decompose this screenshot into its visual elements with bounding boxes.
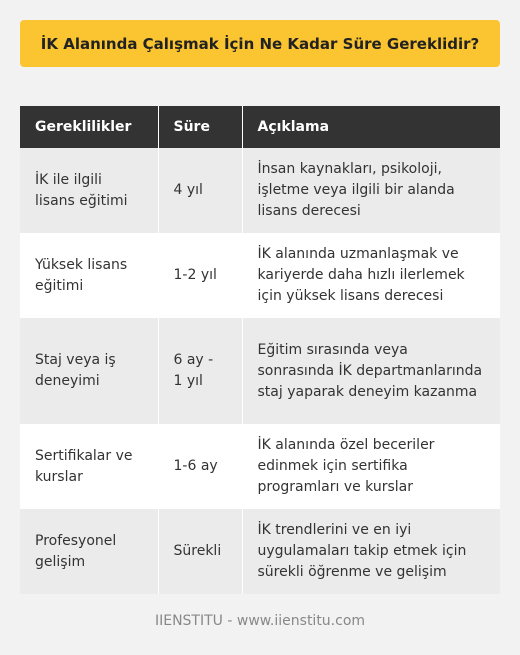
description-cell: Eğitim sırasında veya sonrasında İK departmanlarında staj yaparak deneyim kazanma bbox=[242, 318, 500, 424]
duration-cell: Sürekli bbox=[158, 509, 242, 594]
requirement-cell: İK ile ilgili lisans eğitimi bbox=[20, 148, 158, 233]
header-description: Açıklama bbox=[242, 106, 500, 148]
requirements-table-container bbox=[20, 106, 500, 594]
description-cell: İK trendlerini ve en iyi uygulamaları takip etmek için sürekli öğrenme ve gelişim bbox=[242, 509, 500, 594]
table-row bbox=[20, 509, 500, 594]
duration-cell: 4 yıl bbox=[158, 148, 242, 233]
description-cell: İK alanında uzmanlaşmak ve kariyerde daha hızlı ilerlemek için yüksek lisans derecesi bbox=[242, 233, 500, 318]
table-row bbox=[20, 424, 500, 509]
requirement-cell: Staj veya iş deneyimi bbox=[20, 318, 158, 424]
footer-credit: IIENSTITU - www.iienstitu.com bbox=[154, 613, 366, 629]
table-row bbox=[20, 318, 500, 424]
duration-cell: 6 ay - 1 yıl bbox=[158, 318, 242, 424]
duration-cell: 1-6 ay bbox=[158, 424, 242, 509]
requirements-table bbox=[20, 106, 500, 594]
page-title: İK Alanında Çalışmak İçin Ne Kadar Süre Gereklidir? bbox=[20, 20, 500, 67]
requirement-cell: Yüksek lisans eğitimi bbox=[20, 233, 158, 318]
table-row bbox=[20, 233, 500, 318]
description-cell: İnsan kaynakları, psikoloji, işletme veya ilgili bir alanda lisans derecesi bbox=[242, 148, 500, 233]
description-cell: İK alanında özel beceriler edinmek için sertifika programları ve kurslar bbox=[242, 424, 500, 509]
requirement-cell: Sertifikalar ve kurslar bbox=[20, 424, 158, 509]
duration-cell: 1-2 yıl bbox=[158, 233, 242, 318]
header-requirements: Gereklilikler bbox=[20, 106, 158, 148]
header-duration: Süre bbox=[158, 106, 242, 148]
table-header-row bbox=[20, 106, 500, 148]
requirement-cell: Profesyonel gelişim bbox=[20, 509, 158, 594]
table-row bbox=[20, 148, 500, 233]
